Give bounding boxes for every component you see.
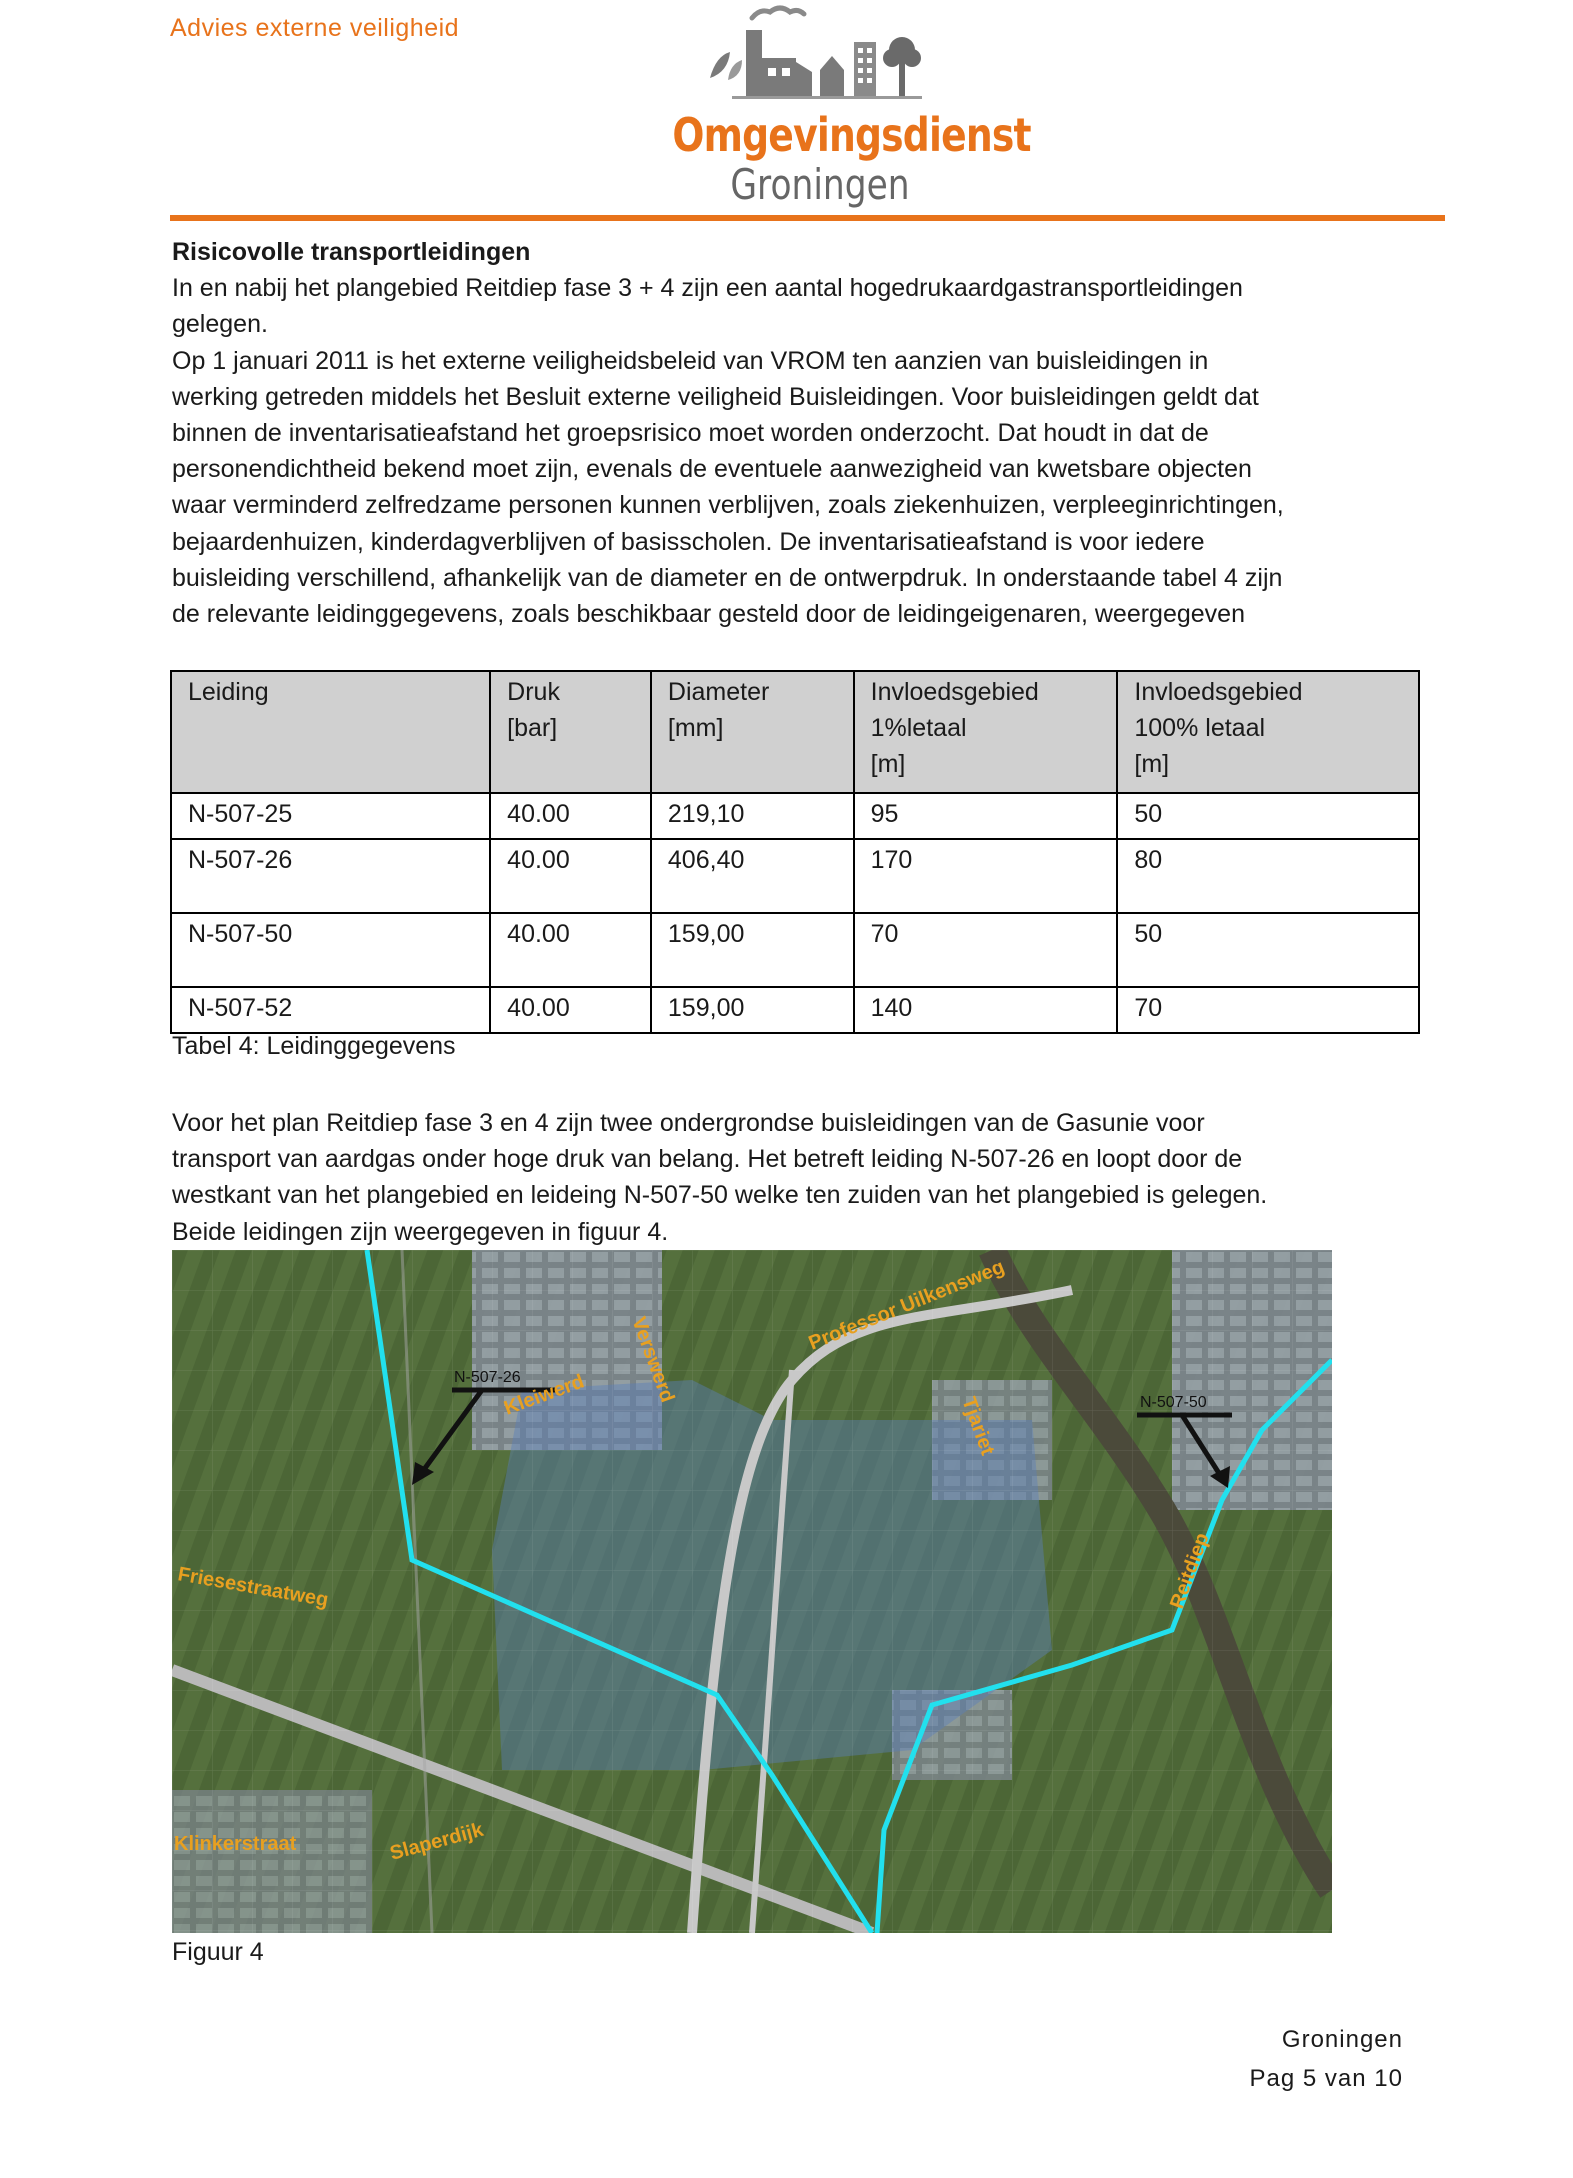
table-row (171, 839, 1419, 913)
body-line: buisleiding verschillend, afhankelijk van de diameter en de ontwerpdruk. In onderstaande tabel 4 zijn (172, 563, 1283, 592)
street-label: Kleiwerd (501, 1370, 588, 1420)
section-body (172, 234, 1432, 632)
table-cell: 40.00 (490, 839, 651, 913)
body-line: transport van aardgas onder hoge druk van belang. Het betreft leiding N-507-26 en loopt door de (172, 1145, 1243, 1174)
street-label: Verswerd (627, 1314, 679, 1406)
header-cell: Invloedsgebied 100% letaal [m] (1117, 671, 1419, 793)
table-cell: 159,00 (651, 913, 854, 987)
header-cell: Leiding (171, 671, 490, 793)
table-cell: N-507-26 (171, 839, 490, 913)
table-cell: 80 (1117, 839, 1419, 913)
table-cell: 140 (854, 987, 1118, 1033)
table-cell: N-507-50 (171, 913, 490, 987)
logo (640, 0, 1031, 215)
logo-skyline-icon (640, 0, 1000, 110)
header-cell: Diameter [mm] (651, 671, 854, 793)
body-line: binnen de inventarisatieafstand het groepsrisico moet worden onderzocht. Dat houdt in dat de (172, 419, 1209, 448)
table-header-row (171, 671, 1419, 793)
table-row (171, 913, 1419, 987)
street-label: Klinkerstraat (174, 1833, 297, 1855)
logo-name: Omgevingsdienst (672, 108, 1031, 162)
header-cell: Druk [bar] (490, 671, 651, 793)
figure-caption: Figuur 4 (172, 1938, 264, 1966)
section-heading: Risicovolle transportleidingen (172, 238, 531, 266)
table-cell: 40.00 (490, 793, 651, 839)
body-line: gelegen. (172, 310, 268, 339)
body-line: bejaardenhuizen, kinderdagverblijven of basisscholen. De inventarisatieafstand is voor iedere (172, 527, 1205, 556)
table-row (171, 987, 1419, 1033)
map-figure (172, 1250, 1332, 1933)
street-label: Professor Uilkensweg (805, 1255, 1008, 1355)
table-cell: 70 (854, 913, 1118, 987)
table-cell: 159,00 (651, 987, 854, 1033)
logo-subtitle: Groningen (730, 160, 910, 209)
body-line: Op 1 januari 2011 is het externe veiligheidsbeleid van VROM ten aanzien van buisleidingen in (172, 346, 1209, 375)
street-label: Slaperdijk (387, 1818, 486, 1865)
body-line: werking getreden middels het Besluit externe veiligheid Buisleidingen. Voor buisleidingen geldt dat (172, 382, 1259, 411)
street-label: Friesestraatweg (176, 1563, 330, 1612)
table-cell: 50 (1117, 913, 1419, 987)
table-cell: 40.00 (490, 987, 651, 1033)
table-cell: N-507-25 (171, 793, 490, 839)
table-caption: Tabel 4: Leidinggegevens (172, 1032, 456, 1060)
pipe-label-left: N-507-26 (454, 1369, 521, 1386)
pipe-label-right: N-507-50 (1140, 1394, 1207, 1411)
body-line: In en nabij het plangebied Reitdiep fase 3 + 4 zijn een aantal hogedrukaardgastransportleidingen (172, 274, 1243, 303)
street-label: Reitdiep (1166, 1530, 1214, 1612)
pipeline-table (170, 670, 1420, 1034)
header-rule (170, 215, 1445, 221)
header-label: Advies externe veiligheid (170, 14, 460, 42)
table-cell: N-507-52 (171, 987, 490, 1033)
table-cell: 406,40 (651, 839, 854, 913)
table-cell: 170 (854, 839, 1118, 913)
table-cell: 95 (854, 793, 1118, 839)
table-cell: 50 (1117, 793, 1419, 839)
table-row (171, 793, 1419, 839)
footer-city: Groningen (1281, 2026, 1403, 2053)
body-line: Voor het plan Reitdiep fase 3 en 4 zijn twee ondergrondse buisleidingen van de Gasunie voor (172, 1109, 1205, 1137)
body-line: Beide leidingen zijn weergegeven in figuur 4. (172, 1217, 669, 1246)
street-label: Tjariet (957, 1394, 999, 1459)
table-cell: 219,10 (651, 793, 854, 839)
header-cell: Invloedsgebied 1%letaal [m] (854, 671, 1118, 793)
body-line: westkant van het plangebied en leideing N-507-50 welke ten zuiden van het plangebied is gelegen. (172, 1181, 1268, 1210)
table-cell: 70 (1117, 987, 1419, 1033)
aerial-map (172, 1250, 1332, 1933)
body-line: waar verminderd zelfredzame personen kunnen verblijven, zoals ziekenhuizen, verpleeginrichtingen, (172, 491, 1284, 520)
paragraph-2 (172, 1105, 1432, 1250)
body-line: personendichtheid bekend moet zijn, evenals de eventuele aanwezigheid van kwetsbare objecten (172, 455, 1252, 484)
footer-page: Pag 5 van 10 (1249, 2065, 1403, 2092)
table-cell: 40.00 (490, 913, 651, 987)
body-line: de relevante leidinggegevens, zoals beschikbaar gesteld door de leidingeigenaren, weergegeven (172, 600, 1245, 629)
